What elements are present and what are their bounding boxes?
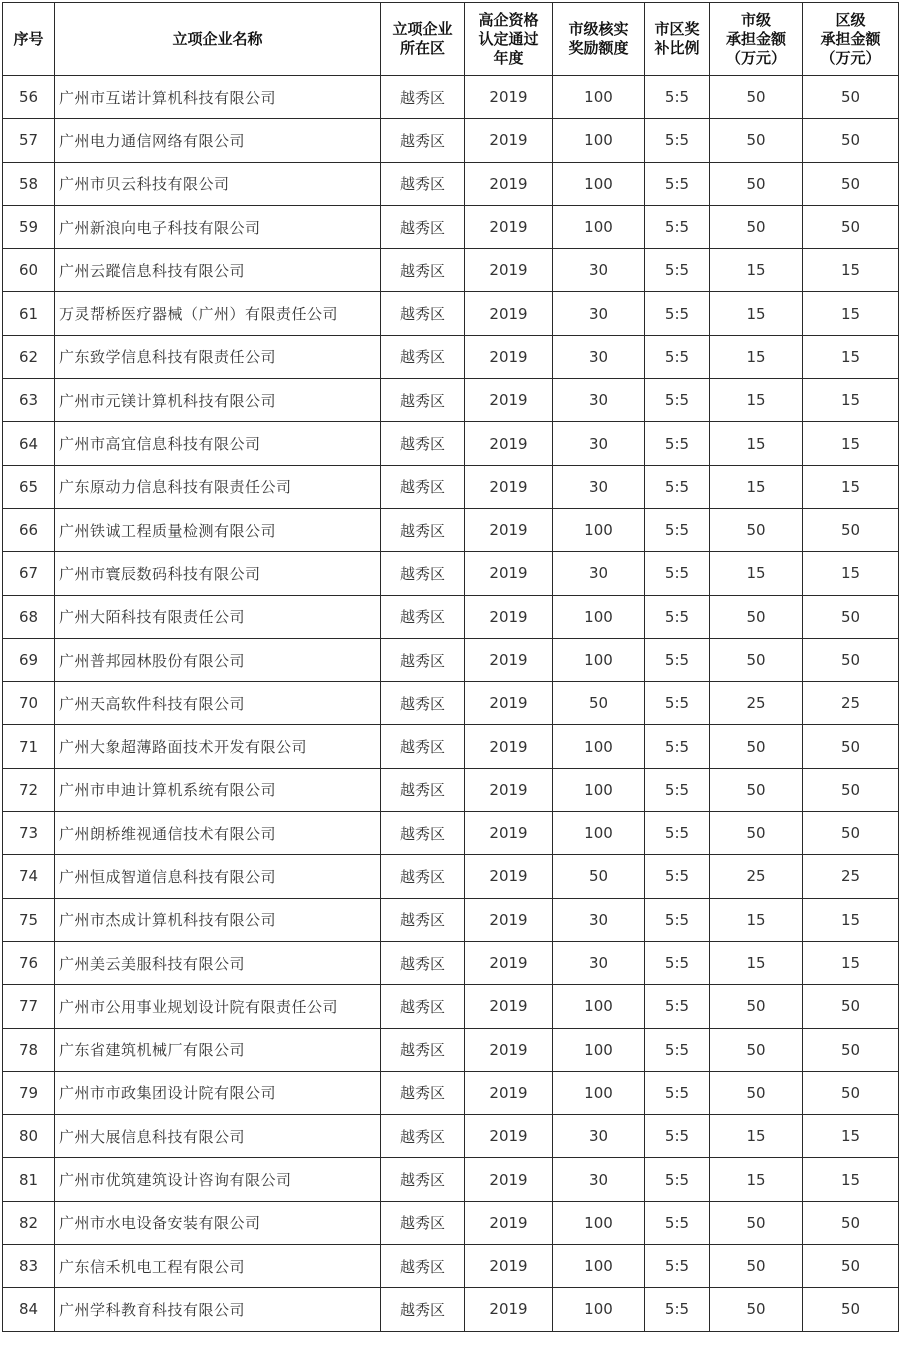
cell-district: 越秀区 (381, 1071, 465, 1114)
cell-city-amount: 50 (710, 1201, 803, 1244)
table-row (3, 1288, 899, 1331)
table-row (3, 768, 899, 811)
cell-company-name: 广州大陌科技有限责任公司 (55, 595, 381, 638)
table-row (3, 249, 899, 292)
cell-serial-number: 83 (3, 1245, 55, 1288)
cell-certification-year: 2019 (465, 595, 553, 638)
cell-serial-number: 67 (3, 552, 55, 595)
cell-company-name: 广州市互诺计算机科技有限公司 (55, 76, 381, 119)
cell-certification-year: 2019 (465, 1201, 553, 1244)
cell-serial-number: 62 (3, 335, 55, 378)
cell-certification-year: 2019 (465, 638, 553, 681)
cell-award-amount: 100 (553, 638, 645, 681)
cell-serial-number: 68 (3, 595, 55, 638)
cell-serial-number: 65 (3, 465, 55, 508)
cell-company-name: 广州云蹤信息科技有限公司 (55, 249, 381, 292)
cell-serial-number: 69 (3, 638, 55, 681)
cell-district: 越秀区 (381, 682, 465, 725)
cell-company-name: 广东原动力信息科技有限责任公司 (55, 465, 381, 508)
table-row (3, 508, 899, 551)
cell-district: 越秀区 (381, 1028, 465, 1071)
cell-company-name: 广州朗桥维视通信技术有限公司 (55, 812, 381, 855)
table-row (3, 1158, 899, 1201)
cell-district: 越秀区 (381, 465, 465, 508)
cell-city-amount: 50 (710, 725, 803, 768)
cell-certification-year: 2019 (465, 292, 553, 335)
cell-certification-year: 2019 (465, 205, 553, 248)
cell-city-amount: 50 (710, 508, 803, 551)
cell-city-amount: 50 (710, 1245, 803, 1288)
table-row (3, 682, 899, 725)
cell-serial-number: 72 (3, 768, 55, 811)
cell-subsidy-ratio: 5:5 (645, 1245, 710, 1288)
cell-subsidy-ratio: 5:5 (645, 379, 710, 422)
cell-certification-year: 2019 (465, 898, 553, 941)
cell-serial-number: 60 (3, 249, 55, 292)
cell-city-amount: 50 (710, 985, 803, 1028)
cell-subsidy-ratio: 5:5 (645, 508, 710, 551)
cell-district-amount: 50 (803, 1201, 899, 1244)
cell-award-amount: 100 (553, 1071, 645, 1114)
cell-city-amount: 15 (710, 292, 803, 335)
cell-city-amount: 15 (710, 335, 803, 378)
cell-district-amount: 50 (803, 1071, 899, 1114)
table-row (3, 1201, 899, 1244)
table-row (3, 1028, 899, 1071)
cell-award-amount: 100 (553, 595, 645, 638)
cell-certification-year: 2019 (465, 1071, 553, 1114)
cell-company-name: 广州市市政集团设计院有限公司 (55, 1071, 381, 1114)
cell-serial-number: 84 (3, 1288, 55, 1331)
table-header-row (3, 3, 899, 76)
table-row (3, 898, 899, 941)
cell-certification-year: 2019 (465, 1245, 553, 1288)
cell-district-amount: 50 (803, 638, 899, 681)
cell-certification-year: 2019 (465, 465, 553, 508)
cell-district: 越秀区 (381, 898, 465, 941)
cell-certification-year: 2019 (465, 985, 553, 1028)
cell-district-amount: 50 (803, 812, 899, 855)
cell-company-name: 广州美云美服科技有限公司 (55, 941, 381, 984)
cell-subsidy-ratio: 5:5 (645, 855, 710, 898)
cell-city-amount: 25 (710, 682, 803, 725)
header-city-amount: 市级 承担金额 （万元） (710, 3, 803, 76)
cell-serial-number: 64 (3, 422, 55, 465)
cell-city-amount: 15 (710, 465, 803, 508)
cell-district-amount: 50 (803, 162, 899, 205)
cell-certification-year: 2019 (465, 552, 553, 595)
cell-company-name: 广州普邦园林股份有限公司 (55, 638, 381, 681)
cell-serial-number: 56 (3, 76, 55, 119)
cell-award-amount: 100 (553, 205, 645, 248)
cell-district-amount: 50 (803, 595, 899, 638)
cell-certification-year: 2019 (465, 76, 553, 119)
cell-certification-year: 2019 (465, 682, 553, 725)
cell-company-name: 广州铁诚工程质量检测有限公司 (55, 508, 381, 551)
cell-city-amount: 50 (710, 119, 803, 162)
cell-city-amount: 50 (710, 1288, 803, 1331)
cell-district-amount: 50 (803, 725, 899, 768)
cell-district: 越秀区 (381, 638, 465, 681)
cell-district-amount: 15 (803, 1115, 899, 1158)
table-row (3, 725, 899, 768)
enterprise-award-table (2, 2, 899, 1332)
cell-subsidy-ratio: 5:5 (645, 162, 710, 205)
table-row (3, 985, 899, 1028)
table-row (3, 552, 899, 595)
cell-award-amount: 30 (553, 1158, 645, 1201)
cell-city-amount: 50 (710, 76, 803, 119)
cell-certification-year: 2019 (465, 508, 553, 551)
cell-city-amount: 15 (710, 941, 803, 984)
cell-district-amount: 15 (803, 335, 899, 378)
cell-city-amount: 15 (710, 898, 803, 941)
cell-serial-number: 57 (3, 119, 55, 162)
cell-company-name: 广州天高软件科技有限公司 (55, 682, 381, 725)
cell-city-amount: 50 (710, 595, 803, 638)
cell-city-amount: 15 (710, 1158, 803, 1201)
cell-district-amount: 15 (803, 465, 899, 508)
cell-certification-year: 2019 (465, 1288, 553, 1331)
cell-district: 越秀区 (381, 422, 465, 465)
table-row (3, 1071, 899, 1114)
cell-district: 越秀区 (381, 335, 465, 378)
cell-serial-number: 73 (3, 812, 55, 855)
cell-city-amount: 50 (710, 1028, 803, 1071)
cell-district: 越秀区 (381, 205, 465, 248)
cell-company-name: 广州市优筑建筑设计咨询有限公司 (55, 1158, 381, 1201)
cell-subsidy-ratio: 5:5 (645, 1201, 710, 1244)
cell-company-name: 广州大象超薄路面技术开发有限公司 (55, 725, 381, 768)
cell-subsidy-ratio: 5:5 (645, 725, 710, 768)
cell-company-name: 广东信禾机电工程有限公司 (55, 1245, 381, 1288)
cell-district: 越秀区 (381, 725, 465, 768)
cell-serial-number: 79 (3, 1071, 55, 1114)
cell-award-amount: 100 (553, 1245, 645, 1288)
cell-award-amount: 50 (553, 855, 645, 898)
cell-serial-number: 80 (3, 1115, 55, 1158)
cell-district: 越秀区 (381, 812, 465, 855)
cell-subsidy-ratio: 5:5 (645, 941, 710, 984)
cell-award-amount: 30 (553, 292, 645, 335)
cell-district-amount: 50 (803, 768, 899, 811)
cell-company-name: 广州市公用事业规划设计院有限责任公司 (55, 985, 381, 1028)
cell-award-amount: 100 (553, 985, 645, 1028)
cell-award-amount: 30 (553, 249, 645, 292)
cell-district-amount: 50 (803, 1028, 899, 1071)
cell-district-amount: 15 (803, 898, 899, 941)
cell-serial-number: 74 (3, 855, 55, 898)
cell-subsidy-ratio: 5:5 (645, 1158, 710, 1201)
cell-company-name: 广州电力通信网络有限公司 (55, 119, 381, 162)
cell-district: 越秀区 (381, 1288, 465, 1331)
cell-serial-number: 61 (3, 292, 55, 335)
cell-award-amount: 30 (553, 465, 645, 508)
cell-district: 越秀区 (381, 1245, 465, 1288)
cell-subsidy-ratio: 5:5 (645, 682, 710, 725)
cell-award-amount: 30 (553, 1115, 645, 1158)
cell-award-amount: 30 (553, 941, 645, 984)
cell-serial-number: 82 (3, 1201, 55, 1244)
cell-company-name: 广东致学信息科技有限责任公司 (55, 335, 381, 378)
cell-serial-number: 70 (3, 682, 55, 725)
cell-subsidy-ratio: 5:5 (645, 552, 710, 595)
cell-company-name: 广州新浪向电子科技有限公司 (55, 205, 381, 248)
cell-certification-year: 2019 (465, 162, 553, 205)
cell-company-name: 广州恒成智道信息科技有限公司 (55, 855, 381, 898)
cell-award-amount: 100 (553, 76, 645, 119)
table-row (3, 855, 899, 898)
cell-district-amount: 15 (803, 249, 899, 292)
cell-subsidy-ratio: 5:5 (645, 205, 710, 248)
cell-city-amount: 25 (710, 855, 803, 898)
cell-city-amount: 50 (710, 768, 803, 811)
cell-award-amount: 30 (553, 552, 645, 595)
cell-certification-year: 2019 (465, 1158, 553, 1201)
cell-city-amount: 50 (710, 1071, 803, 1114)
cell-city-amount: 50 (710, 162, 803, 205)
header-district: 立项企业 所在区 (381, 3, 465, 76)
cell-company-name: 万灵帮桥医疗器械（广州）有限责任公司 (55, 292, 381, 335)
table-row (3, 379, 899, 422)
cell-award-amount: 30 (553, 379, 645, 422)
cell-district-amount: 15 (803, 552, 899, 595)
cell-subsidy-ratio: 5:5 (645, 292, 710, 335)
table-row (3, 335, 899, 378)
cell-certification-year: 2019 (465, 812, 553, 855)
cell-district: 越秀区 (381, 379, 465, 422)
cell-subsidy-ratio: 5:5 (645, 1288, 710, 1331)
cell-serial-number: 66 (3, 508, 55, 551)
cell-award-amount: 100 (553, 1028, 645, 1071)
cell-city-amount: 15 (710, 1115, 803, 1158)
header-certification-year: 高企资格 认定通过 年度 (465, 3, 553, 76)
cell-company-name: 广州市杰成计算机科技有限公司 (55, 898, 381, 941)
cell-award-amount: 100 (553, 812, 645, 855)
table-row (3, 119, 899, 162)
table-row (3, 422, 899, 465)
cell-certification-year: 2019 (465, 249, 553, 292)
cell-company-name: 广州市贝云科技有限公司 (55, 162, 381, 205)
cell-company-name: 广州市水电设备安装有限公司 (55, 1201, 381, 1244)
cell-serial-number: 77 (3, 985, 55, 1028)
cell-company-name: 广州市元镁计算机科技有限公司 (55, 379, 381, 422)
cell-district-amount: 50 (803, 76, 899, 119)
cell-district: 越秀区 (381, 76, 465, 119)
cell-district: 越秀区 (381, 119, 465, 162)
cell-certification-year: 2019 (465, 941, 553, 984)
header-serial-number: 序号 (3, 3, 55, 76)
cell-certification-year: 2019 (465, 422, 553, 465)
cell-city-amount: 50 (710, 638, 803, 681)
cell-award-amount: 30 (553, 898, 645, 941)
cell-company-name: 广东省建筑机械厂有限公司 (55, 1028, 381, 1071)
cell-company-name: 广州市高宜信息科技有限公司 (55, 422, 381, 465)
cell-city-amount: 15 (710, 379, 803, 422)
cell-district: 越秀区 (381, 985, 465, 1028)
cell-district: 越秀区 (381, 855, 465, 898)
cell-city-amount: 15 (710, 552, 803, 595)
cell-certification-year: 2019 (465, 855, 553, 898)
cell-serial-number: 76 (3, 941, 55, 984)
cell-subsidy-ratio: 5:5 (645, 119, 710, 162)
cell-district: 越秀区 (381, 768, 465, 811)
cell-award-amount: 30 (553, 335, 645, 378)
cell-award-amount: 100 (553, 162, 645, 205)
cell-district: 越秀区 (381, 249, 465, 292)
cell-serial-number: 81 (3, 1158, 55, 1201)
cell-certification-year: 2019 (465, 335, 553, 378)
cell-serial-number: 78 (3, 1028, 55, 1071)
cell-award-amount: 30 (553, 422, 645, 465)
cell-company-name: 广州学科教育科技有限公司 (55, 1288, 381, 1331)
cell-district: 越秀区 (381, 292, 465, 335)
table-row (3, 1115, 899, 1158)
table-row (3, 292, 899, 335)
cell-subsidy-ratio: 5:5 (645, 985, 710, 1028)
cell-district-amount: 50 (803, 1245, 899, 1288)
header-district-amount: 区级 承担金额 （万元） (803, 3, 899, 76)
cell-district: 越秀区 (381, 552, 465, 595)
cell-subsidy-ratio: 5:5 (645, 1028, 710, 1071)
cell-award-amount: 100 (553, 1201, 645, 1244)
header-company-name: 立项企业名称 (55, 3, 381, 76)
cell-certification-year: 2019 (465, 768, 553, 811)
cell-award-amount: 100 (553, 768, 645, 811)
cell-subsidy-ratio: 5:5 (645, 638, 710, 681)
table-row (3, 1245, 899, 1288)
cell-company-name: 广州市申迪计算机系统有限公司 (55, 768, 381, 811)
cell-district-amount: 15 (803, 1158, 899, 1201)
cell-subsidy-ratio: 5:5 (645, 768, 710, 811)
cell-city-amount: 15 (710, 422, 803, 465)
table-row (3, 162, 899, 205)
cell-district-amount: 15 (803, 422, 899, 465)
cell-serial-number: 75 (3, 898, 55, 941)
cell-subsidy-ratio: 5:5 (645, 812, 710, 855)
cell-certification-year: 2019 (465, 725, 553, 768)
table-row (3, 205, 899, 248)
cell-certification-year: 2019 (465, 379, 553, 422)
cell-district: 越秀区 (381, 941, 465, 984)
table-row (3, 941, 899, 984)
cell-district: 越秀区 (381, 162, 465, 205)
cell-award-amount: 100 (553, 1288, 645, 1331)
cell-city-amount: 50 (710, 812, 803, 855)
header-award-amount: 市级核实 奖励额度 (553, 3, 645, 76)
cell-serial-number: 63 (3, 379, 55, 422)
cell-district-amount: 50 (803, 985, 899, 1028)
cell-subsidy-ratio: 5:5 (645, 335, 710, 378)
cell-company-name: 广州市寰辰数码科技有限公司 (55, 552, 381, 595)
cell-city-amount: 15 (710, 249, 803, 292)
cell-subsidy-ratio: 5:5 (645, 76, 710, 119)
cell-award-amount: 50 (553, 682, 645, 725)
cell-certification-year: 2019 (465, 1028, 553, 1071)
cell-district: 越秀区 (381, 595, 465, 638)
cell-district-amount: 25 (803, 855, 899, 898)
cell-subsidy-ratio: 5:5 (645, 898, 710, 941)
header-subsidy-ratio: 市区奖 补比例 (645, 3, 710, 76)
cell-subsidy-ratio: 5:5 (645, 1115, 710, 1158)
cell-district-amount: 50 (803, 508, 899, 551)
cell-district: 越秀区 (381, 508, 465, 551)
cell-award-amount: 100 (553, 508, 645, 551)
table-row (3, 595, 899, 638)
cell-district-amount: 15 (803, 292, 899, 335)
cell-district: 越秀区 (381, 1201, 465, 1244)
cell-subsidy-ratio: 5:5 (645, 249, 710, 292)
cell-serial-number: 59 (3, 205, 55, 248)
cell-certification-year: 2019 (465, 119, 553, 162)
table-row (3, 76, 899, 119)
cell-certification-year: 2019 (465, 1115, 553, 1158)
cell-district-amount: 25 (803, 682, 899, 725)
cell-subsidy-ratio: 5:5 (645, 465, 710, 508)
cell-award-amount: 100 (553, 119, 645, 162)
cell-subsidy-ratio: 5:5 (645, 422, 710, 465)
cell-district-amount: 50 (803, 1288, 899, 1331)
cell-district-amount: 15 (803, 379, 899, 422)
cell-serial-number: 58 (3, 162, 55, 205)
cell-district: 越秀区 (381, 1158, 465, 1201)
cell-subsidy-ratio: 5:5 (645, 1071, 710, 1114)
cell-subsidy-ratio: 5:5 (645, 595, 710, 638)
table-row (3, 465, 899, 508)
cell-district-amount: 50 (803, 119, 899, 162)
table-row (3, 812, 899, 855)
cell-district-amount: 50 (803, 205, 899, 248)
cell-district: 越秀区 (381, 1115, 465, 1158)
cell-district-amount: 15 (803, 941, 899, 984)
table-row (3, 638, 899, 681)
cell-award-amount: 100 (553, 725, 645, 768)
cell-city-amount: 50 (710, 205, 803, 248)
cell-serial-number: 71 (3, 725, 55, 768)
cell-company-name: 广州大展信息科技有限公司 (55, 1115, 381, 1158)
